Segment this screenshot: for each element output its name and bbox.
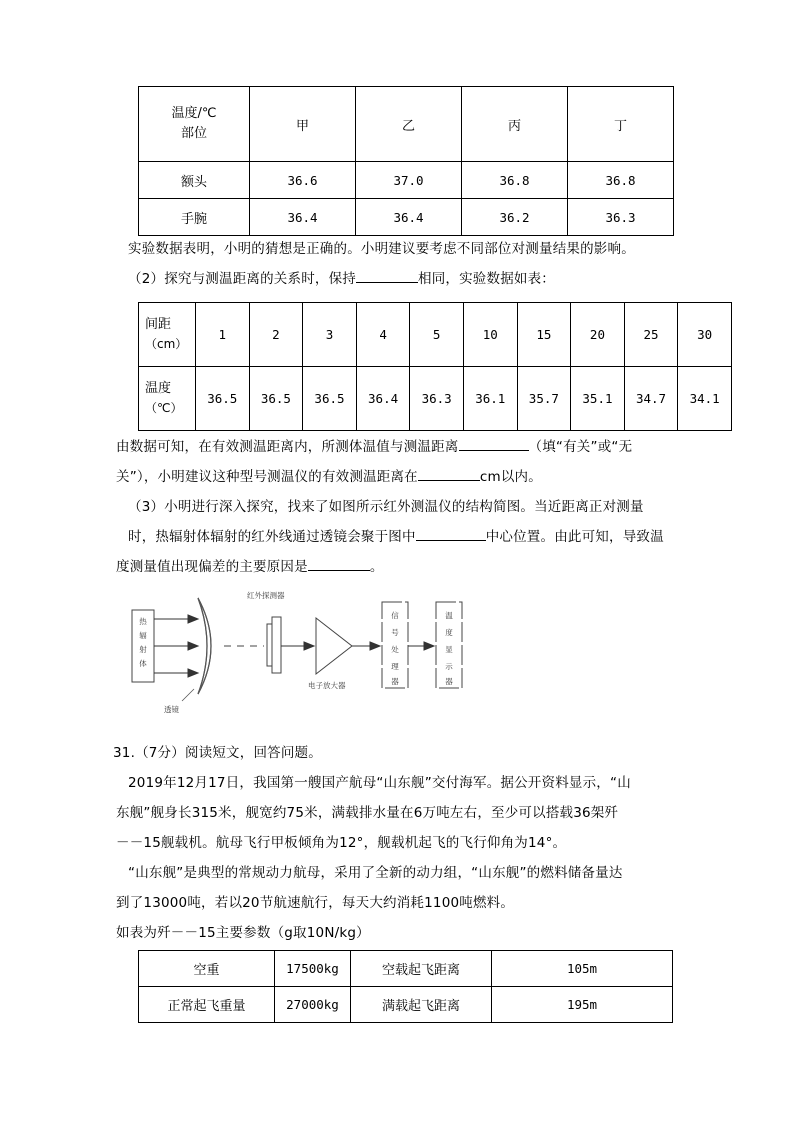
param-name-full-takeoff-distance: 满载起飞距离 bbox=[351, 987, 492, 1023]
paragraph-conclusion-1: 实验数据表明，小明的猜想是正确的。小明建议要考虑不同部位对测量结果的影响。 bbox=[128, 241, 635, 257]
param-value-empty-weight: 17500kg bbox=[275, 951, 351, 987]
cell-temp-8: 35.1 bbox=[571, 367, 625, 431]
column-header-3: 丙 bbox=[462, 87, 568, 162]
table-j15-params bbox=[138, 950, 673, 1023]
param-name-empty-weight: 空重 bbox=[139, 951, 275, 987]
display-char-3: 显 bbox=[445, 645, 453, 654]
detector-label: 红外探测器 bbox=[247, 591, 285, 600]
detector-plate-left bbox=[267, 624, 272, 666]
cell-wrist-1: 36.4 bbox=[250, 199, 356, 236]
cell-distance-4: 4 bbox=[356, 303, 410, 367]
param-value-empty-takeoff-distance: 105m bbox=[492, 951, 673, 987]
heat-source-char-3: 射 bbox=[139, 645, 147, 654]
paragraph-conclusion-2-line2 bbox=[116, 462, 542, 492]
cell-distance-1: 1 bbox=[196, 303, 250, 367]
table-row bbox=[139, 303, 732, 367]
detector-icon bbox=[272, 617, 281, 673]
question-3-line1: （3）小明进行深入探究，找来了如图所示红外测温仪的结构简图。当近距离正对测量 bbox=[128, 499, 644, 515]
lens-label: 透镜 bbox=[164, 705, 179, 714]
table-distance-temp bbox=[138, 302, 732, 431]
display-char-1: 温 bbox=[445, 611, 453, 620]
display-char-5: 器 bbox=[445, 677, 453, 686]
arrow-detector-to-amplifier bbox=[281, 642, 314, 650]
param-name-empty-takeoff-distance: 空载起飞距离 bbox=[351, 951, 492, 987]
table-temperature-parts bbox=[138, 86, 674, 236]
paragraph-conclusion-2-line1 bbox=[116, 432, 632, 462]
cell-distance-9: 25 bbox=[624, 303, 678, 367]
cell-forehead-4: 36.8 bbox=[568, 162, 674, 199]
heat-source-char-1: 热 bbox=[139, 617, 147, 626]
processor-char-2: 号 bbox=[391, 628, 399, 637]
display-char-4: 示 bbox=[445, 662, 453, 671]
cell-distance-2: 2 bbox=[249, 303, 303, 367]
row-header-forehead: 额头 bbox=[139, 162, 250, 199]
column-header-4: 丁 bbox=[568, 87, 674, 162]
cell-temp-7: 35.7 bbox=[517, 367, 571, 431]
answer-blank[interactable] bbox=[416, 540, 486, 541]
processor-char-1: 信 bbox=[391, 611, 399, 620]
table-corner-header bbox=[139, 87, 250, 162]
table-row bbox=[139, 162, 674, 199]
question-31-p2-line1: “山东舰”是典型的常规动力航母，采用了全新的动力组，“山东舰”的燃料储备量达 bbox=[128, 865, 623, 881]
amplifier-icon bbox=[316, 618, 352, 674]
cell-distance-10: 30 bbox=[678, 303, 732, 367]
question-3-text-b: 中心位置。由此可知，导致温 bbox=[485, 529, 664, 545]
conclusion-2-text-c: 关”），小明建议这种型号测温仪的有效测温距离在 bbox=[116, 469, 418, 485]
cell-distance-5: 5 bbox=[410, 303, 464, 367]
param-value-normal-takeoff-weight: 27000kg bbox=[275, 987, 351, 1023]
distance-label-line2: （cm） bbox=[145, 337, 188, 352]
cell-temp-6: 36.1 bbox=[463, 367, 517, 431]
cell-wrist-3: 36.2 bbox=[462, 199, 568, 236]
lens-leader-line bbox=[182, 689, 194, 701]
answer-blank[interactable] bbox=[308, 570, 370, 571]
cell-wrist-4: 36.3 bbox=[568, 199, 674, 236]
cell-temp-10: 34.1 bbox=[678, 367, 732, 431]
table-row bbox=[139, 987, 673, 1023]
radiation-arrows bbox=[154, 615, 198, 677]
table-row bbox=[139, 951, 673, 987]
cell-distance-3: 3 bbox=[303, 303, 357, 367]
param-name-normal-takeoff-weight: 正常起飞重量 bbox=[139, 987, 275, 1023]
cell-distance-7: 15 bbox=[517, 303, 571, 367]
cell-temp-3: 36.5 bbox=[303, 367, 357, 431]
processor-char-3: 处 bbox=[391, 645, 399, 654]
infrared-thermometer-diagram bbox=[112, 588, 482, 723]
amplifier-label: 电子放大器 bbox=[308, 681, 346, 690]
table-row bbox=[139, 199, 674, 236]
processor-char-4: 理 bbox=[391, 662, 399, 671]
distance-label-line1: 间距 bbox=[145, 317, 172, 333]
question-3-line3 bbox=[116, 552, 384, 582]
corner-header-line1: 温度/℃ bbox=[171, 105, 217, 121]
question-31-p1-line1: 2019年12月17日，我国第一艘国产航母“山东舰”交付海军。据公开资料显示，“山 bbox=[128, 775, 631, 791]
cell-forehead-1: 36.6 bbox=[250, 162, 356, 199]
answer-blank[interactable] bbox=[459, 450, 529, 451]
temperature-label-line2: （℃） bbox=[145, 401, 183, 416]
question-31-p3: 如表为歼－－15主要参数（g取10N/kg） bbox=[116, 925, 370, 941]
question-3-text-a: 时，热辐射体辐射的红外线通过透镜会聚于图中 bbox=[128, 529, 416, 545]
row-header-temperature bbox=[139, 367, 196, 431]
cell-temp-5: 36.3 bbox=[410, 367, 464, 431]
answer-blank[interactable] bbox=[418, 480, 480, 481]
temperature-label-line1: 温度 bbox=[145, 381, 172, 397]
row-header-wrist: 手腕 bbox=[139, 199, 250, 236]
question-31-p2-line2: 到了13000吨，若以20节航速航行，每天大约消耗1100吨燃料。 bbox=[116, 895, 515, 911]
arrow-amplifier-to-processor bbox=[352, 642, 380, 650]
question-2-suffix: 相同，实验数据如表： bbox=[418, 271, 555, 287]
question-2-line bbox=[128, 264, 555, 294]
row-header-distance bbox=[139, 303, 196, 367]
cell-forehead-2: 37.0 bbox=[356, 162, 462, 199]
question-31-p1-line2: 东舰”舰身长315米，舰宽约75米，满载排水量在6万吨左右，至少可以搭载36架歼 bbox=[116, 805, 619, 821]
processor-char-5: 器 bbox=[391, 677, 399, 686]
cell-distance-6: 10 bbox=[463, 303, 517, 367]
question-3-line2 bbox=[128, 522, 664, 552]
conclusion-2-text-b: （填“有关”或“无 bbox=[528, 439, 633, 455]
question-31-number: 31.（7分）阅读短文，回答问题。 bbox=[113, 745, 322, 761]
heat-source-char-4: 体 bbox=[139, 659, 147, 668]
cell-forehead-3: 36.8 bbox=[462, 162, 568, 199]
cell-distance-8: 20 bbox=[571, 303, 625, 367]
cell-temp-1: 36.5 bbox=[196, 367, 250, 431]
display-char-2: 度 bbox=[445, 628, 453, 637]
conclusion-2-text-d: cm以内。 bbox=[479, 469, 542, 485]
column-header-2: 乙 bbox=[356, 87, 462, 162]
corner-header-line2: 部位 bbox=[180, 126, 207, 141]
conclusion-2-text-a: 由数据可知，在有效测温距离内，所测体温值与测温距离 bbox=[116, 439, 459, 455]
cell-temp-4: 36.4 bbox=[356, 367, 410, 431]
question-3-text-c: 度测量值出现偏差的主要原因是 bbox=[116, 559, 308, 575]
cell-wrist-2: 36.4 bbox=[356, 199, 462, 236]
answer-blank[interactable] bbox=[356, 282, 418, 283]
table-row bbox=[139, 87, 674, 162]
cell-temp-9: 34.7 bbox=[624, 367, 678, 431]
cell-temp-2: 36.5 bbox=[249, 367, 303, 431]
question-2-prefix: （2）探究与测温距离的关系时，保持 bbox=[128, 271, 356, 287]
param-value-full-takeoff-distance: 195m bbox=[492, 987, 673, 1023]
column-header-1: 甲 bbox=[250, 87, 356, 162]
table-row bbox=[139, 367, 732, 431]
heat-source-char-2: 辐 bbox=[139, 631, 147, 640]
arrow-processor-to-display bbox=[408, 642, 434, 650]
question-31-p1-line3: －－15舰载机。航母飞行甲板倾角为12°，舰载机起飞的飞行仰角为14°。 bbox=[116, 835, 567, 851]
question-3-text-d: 。 bbox=[369, 559, 384, 575]
